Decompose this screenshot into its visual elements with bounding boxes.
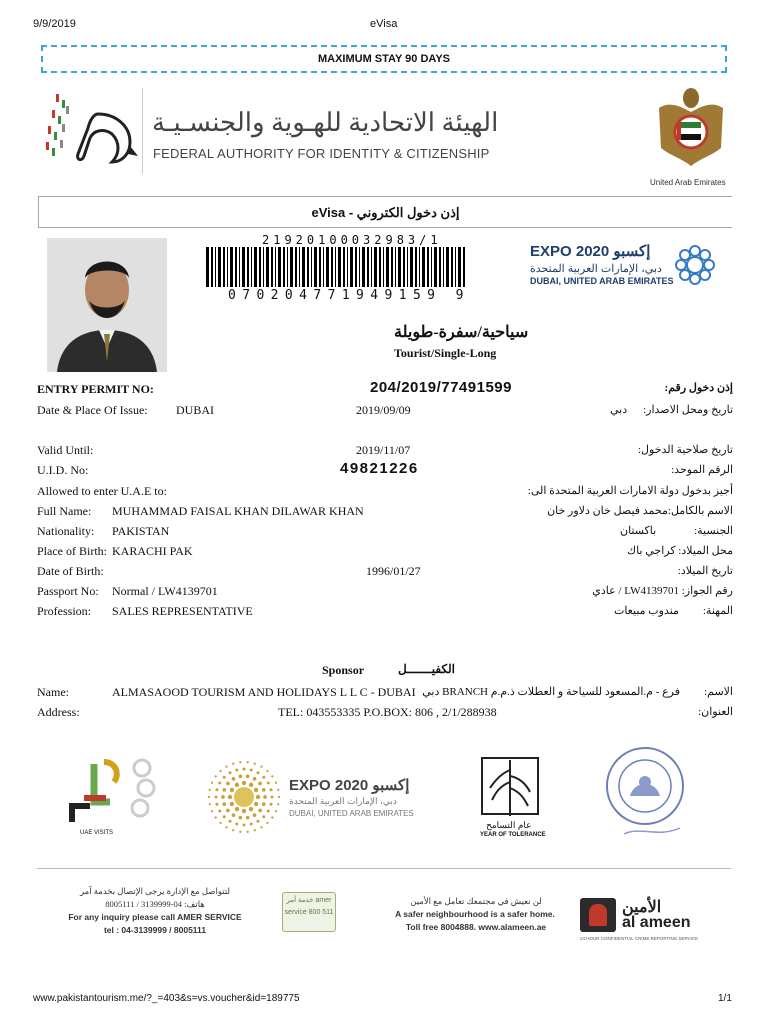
uid-label: U.I.D. No: — [37, 463, 89, 477]
issue-place: DUBAI — [176, 403, 214, 417]
footer-page-number: 1/1 — [718, 993, 732, 1004]
ameen-logo-mark-icon — [580, 898, 616, 932]
tolerance-arabic: عام التسامح — [486, 820, 532, 830]
place-of-birth: KARACHI PAK — [112, 544, 193, 558]
sponsor-address: TEL: 043553335 P.O.BOX: 806 , 2/1/288938 — [278, 705, 497, 719]
applicant-photo — [47, 238, 167, 372]
barcode-bottom-number: 070204771949159 9 — [228, 288, 470, 303]
ameen-arabic: لن نعيش في مجتمعك تعامل مع الأمين — [410, 896, 542, 906]
place-of-birth-label: Place of Birth: — [37, 544, 107, 558]
nationality-label-arabic: الجنسية: — [694, 525, 733, 537]
amer-inquiry: For any inquiry please call AMER SERVICE — [68, 912, 242, 922]
place-of-birth-arabic: محل الميلاد: كراجي باك — [627, 545, 733, 557]
profession-arabic-value: مندوب مبيعات — [614, 605, 679, 617]
sponsor-heading-arabic: الكفيـــــــل — [398, 662, 456, 676]
footer-divider — [37, 868, 731, 869]
sponsor-address-label: Address: — [37, 705, 80, 719]
uae-caption: United Arab Emirates — [650, 178, 726, 187]
logo-expo-title: EXPO 2020 إكسبو — [289, 777, 410, 794]
uae-eagle-emblem-icon — [651, 78, 731, 178]
page-title: eVisa — [370, 18, 398, 30]
logo-expo-arabic: دبي، الإمارات العربية المتحدة — [289, 796, 397, 806]
uae-visits-logo-icon — [64, 752, 164, 838]
entry-permit-label: ENTRY PERMIT NO: — [37, 382, 154, 396]
nationality-arabic-value: باكستان — [620, 525, 657, 537]
uid-number: 49821226 — [340, 460, 419, 477]
official-stamp-icon — [600, 742, 690, 842]
profession: SALES REPRESENTATIVE — [112, 604, 253, 618]
full-name: MUHAMMAD FAISAL KHAN DILAWAR KHAN — [112, 504, 364, 518]
barcode-top-number: 21920100032983/1 — [262, 233, 442, 247]
valid-until-label-arabic: تاريخ صلاحية الدخول: — [637, 444, 733, 456]
amer-arabic-phone: هاتف: 04-3139999 / 8005111 — [105, 899, 205, 909]
profession-label-arabic: المهنة: — [702, 605, 733, 617]
uid-label-arabic: الرقم الموحد: — [671, 464, 733, 476]
sponsor-name-label-arabic: الاسم: — [704, 686, 733, 698]
expo-2020-title: EXPO 2020 إكسبو — [530, 243, 651, 260]
entry-permit-number: 204/2019/77491599 — [370, 379, 512, 396]
ameen-toll-free: Toll free 8004888. www.alameen.ae — [405, 922, 547, 932]
date-of-birth-label-arabic: تاريخ الميلاد: — [677, 565, 733, 577]
visa-type-arabic: سياحية/سفرة-طويلة — [394, 324, 529, 341]
sponsor-heading: Sponsor — [322, 663, 365, 677]
falcon-logo-icon — [38, 84, 138, 176]
amer-service-badge: خدمة آمر amer service 800 511 — [282, 892, 336, 932]
amer-arabic: لتتواصل مع الإدارة يرجى الإتصال بخدمة آمر — [79, 886, 230, 896]
passport-arabic: رقم الجواز: LW4139701 / عادي — [592, 585, 733, 597]
passport-label: Passport No: — [37, 584, 99, 598]
allowed-label-arabic: أجيز بدخول دولة الامارات العربية المتحدة الى: — [527, 485, 733, 497]
year-of-tolerance-logo-icon — [470, 752, 550, 822]
profession-label: Profession: — [37, 604, 91, 618]
date-of-birth-label: Date of Birth: — [37, 564, 104, 578]
ameen-logo-text: al ameen — [622, 914, 691, 931]
date-of-birth: 1996/01/27 — [366, 564, 421, 578]
footer-url: www.pakistantourism.me/?_=403&s=vs.voucher&id=189775 — [33, 993, 300, 1004]
print-date: 9/9/2019 — [33, 18, 76, 30]
entry-permit-label-arabic: إذن دخول رقم: — [664, 382, 733, 394]
visa-type-english: Tourist/Single-Long — [394, 346, 497, 360]
full-name-arabic: الاسم بالكامل:محمد فيصل خان دلاور خان — [547, 505, 733, 517]
uae-visits-caption: UAE VISITS — [80, 830, 114, 836]
ameen-slogan: A safer neighbourhood is a safer home. — [395, 909, 555, 919]
max-stay-banner: MAXIMUM STAY 90 DAYS — [41, 45, 727, 73]
full-name-label: Full Name: — [37, 504, 92, 518]
sponsor-name-label: Name: — [37, 685, 69, 699]
logo-divider — [142, 88, 143, 174]
sponsor-address-label-arabic: العنوان: — [698, 706, 733, 718]
logo-expo-english: DUBAI, UNITED ARAB EMIRATES — [289, 809, 414, 818]
ameen-logo-arabic: الأمين — [622, 899, 662, 916]
expo-star-icon — [672, 242, 718, 288]
sponsor-name-arabic: فرع - م.المسعود للسياحة و العطلات ذ.م.م BRANCH دبي — [422, 686, 680, 698]
valid-until-label: Valid Until: — [37, 443, 94, 457]
valid-until-date: 2019/11/07 — [356, 443, 411, 457]
authority-name-arabic: الهيئة الاتحادية للهـوية والجنسـيـة — [152, 108, 499, 137]
issue-date: 2019/09/09 — [356, 403, 411, 417]
allowed-label: Allowed to enter U.A.E to: — [37, 484, 167, 498]
barcode-icon — [206, 247, 466, 287]
evisa-title: إذن دخول الكتروني - eVisa — [38, 196, 732, 228]
expo-arabic: دبي، الإمارات العربية المتحدة — [530, 263, 662, 275]
amer-telephone: tel : 04-3139999 / 8005111 — [103, 925, 207, 935]
expo-english: DUBAI, UNITED ARAB EMIRATES — [530, 276, 674, 286]
authority-name-english: FEDERAL AUTHORITY FOR IDENTITY & CITIZENSHIP — [153, 146, 490, 161]
nationality-label: Nationality: — [37, 524, 95, 538]
sponsor-name: ALMASAOOD TOURISM AND HOLIDAYS L L C - DUBAI — [112, 685, 416, 699]
ameen-caption: 24 HOUR CONFIDENTIAL CRIME REPORTING SERVICE — [580, 936, 699, 941]
passport-number: Normal / LW4139701 — [112, 584, 218, 598]
issue-label-arabic: تاريخ ومحل الاصدار: — [643, 404, 733, 416]
issue-label: Date & Place Of Issue: — [37, 403, 148, 417]
issue-place-arabic: دبي — [610, 404, 628, 416]
nationality: PAKISTAN — [112, 524, 170, 538]
tolerance-english: YEAR OF TOLERANCE — [480, 832, 546, 838]
expo-sun-logo-icon — [205, 758, 283, 836]
